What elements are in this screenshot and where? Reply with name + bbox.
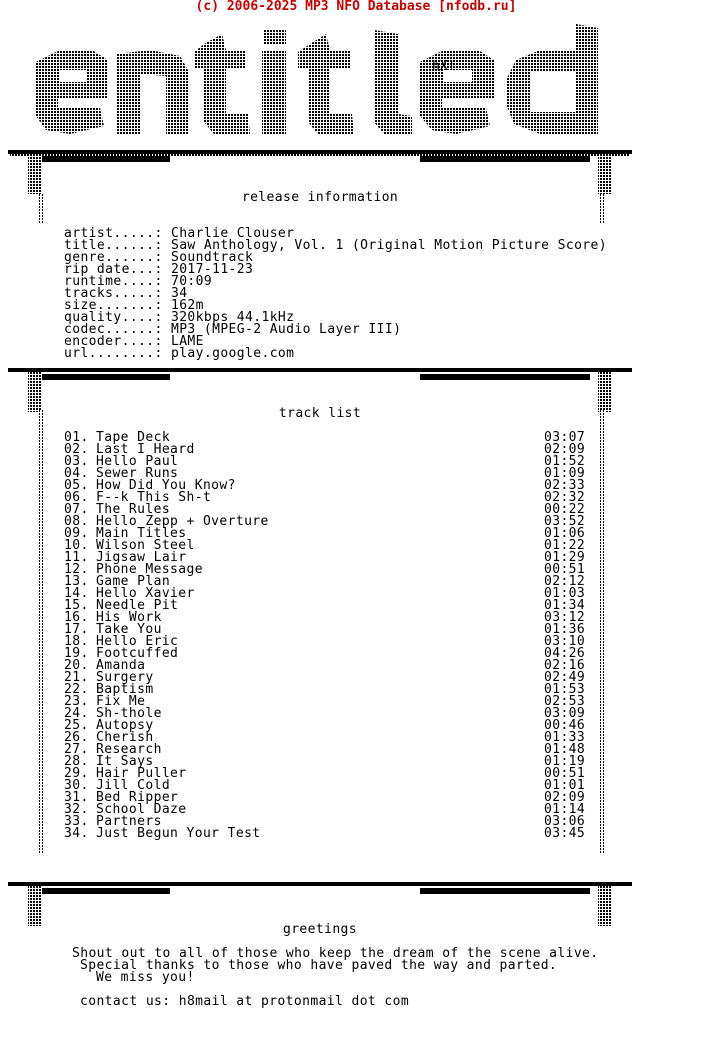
track-title: Surgery [96, 670, 154, 685]
track-duration: 03:45 [544, 826, 586, 841]
track-title: F--k This Sh-t [96, 490, 212, 505]
track-number: 23. [64, 694, 89, 709]
contact-line: contact us: h8mail at protonmail dot com [80, 994, 410, 1009]
release-field-value: 70:09 [170, 274, 213, 289]
track-number: 16. [64, 610, 89, 625]
release-field-label: url........: [64, 346, 163, 361]
track-number: 10. [64, 538, 89, 553]
track-title: Hello Eric [96, 634, 179, 649]
track-number: 05. [64, 478, 89, 493]
track-title: Sh-thole [96, 706, 162, 721]
track-title: Take You [96, 622, 162, 637]
entitled-logo [0, 0, 712, 150]
track-number: 11. [64, 550, 89, 565]
release-field-value: 34 [170, 286, 188, 301]
track-title: Needle Pit [96, 598, 179, 613]
track-number: 29. [64, 766, 89, 781]
track-duration: 00:22 [544, 502, 586, 517]
greetings-line-2: Special thanks to those who have paved the way and parted. [80, 958, 558, 973]
track-title: Phone Message [96, 562, 203, 577]
track-number: 15. [64, 598, 89, 613]
track-number: 32. [64, 802, 89, 817]
track-title: Jill Cold [96, 778, 171, 793]
release-field-row [64, 348, 607, 360]
track-title: Main Titles [96, 526, 187, 541]
logo-tag: hX! [432, 59, 456, 74]
track-number: 13. [64, 574, 89, 589]
track-duration: 01:09 [544, 466, 586, 481]
track-duration: 02:33 [544, 478, 586, 493]
track-duration: 01:03 [544, 586, 586, 601]
track-number: 17. [64, 622, 89, 637]
track-duration: 01:34 [544, 598, 586, 613]
track-list [64, 432, 585, 840]
track-number: 22. [64, 682, 89, 697]
track-number: 30. [64, 778, 89, 793]
release-field-label: codec......: [64, 322, 163, 337]
track-duration: 03:52 [544, 514, 586, 529]
track-number: 03. [64, 454, 89, 469]
track-title: Hello Paul [96, 454, 179, 469]
track-title: The Rules [96, 502, 171, 517]
track-duration: 02:09 [544, 442, 586, 457]
track-number: 21. [64, 670, 89, 685]
track-title: Just Begun Your Test [96, 826, 261, 841]
release-field-label: tracks.....: [64, 286, 163, 301]
track-number: 18. [64, 634, 89, 649]
track-duration: 03:12 [544, 610, 586, 625]
track-duration: 01:19 [544, 754, 586, 769]
track-number: 19. [64, 646, 89, 661]
site-header-link[interactable]: (c) 2006-2025 MP3 NFO Database [nfodb.ru] [195, 0, 517, 14]
track-number: 25. [64, 718, 89, 733]
release-field-value: play.google.com [170, 346, 295, 361]
track-title: Bed Ripper [96, 790, 179, 805]
release-field-value: LAME [170, 334, 204, 349]
track-duration: 01:22 [544, 538, 586, 553]
release-field-label: genre......: [64, 250, 163, 265]
release-field-label: quality....: [64, 310, 163, 325]
track-number: 06. [64, 490, 89, 505]
track-title: Hello Zepp + Overture [96, 514, 269, 529]
release-field-value: 162m [170, 298, 204, 313]
release-info-title: release information [241, 190, 399, 205]
track-title: Game Plan [96, 574, 171, 589]
track-duration: 01:48 [544, 742, 586, 757]
track-title: Tape Deck [96, 430, 171, 445]
track-duration: 00:46 [544, 718, 586, 733]
track-duration: 01:53 [544, 682, 586, 697]
track-duration: 03:06 [544, 814, 586, 829]
greetings-line-3: We miss you! [96, 970, 195, 985]
track-title: Autopsy [96, 718, 154, 733]
track-duration: 01:52 [544, 454, 586, 469]
release-field-value: Soundtrack [170, 250, 254, 265]
logo-letters [36, 24, 598, 134]
track-number: 28. [64, 754, 89, 769]
track-title: His Work [96, 610, 162, 625]
track-number: 31. [64, 790, 89, 805]
track-number: 27. [64, 742, 89, 757]
track-title: Amanda [96, 658, 146, 673]
release-field-value: MP3 (MPEG-2 Audio Layer III) [170, 322, 402, 337]
track-title: School Daze [96, 802, 187, 817]
track-number: 12. [64, 562, 89, 577]
release-field-label: title......: [64, 238, 163, 253]
release-field-label: rip date...: [64, 262, 163, 277]
track-title: Hair Puller [96, 766, 187, 781]
track-duration: 02:12 [544, 574, 586, 589]
track-duration: 01:33 [544, 730, 586, 745]
track-number: 14. [64, 586, 89, 601]
track-number: 34. [64, 826, 89, 841]
track-title: Wilson Steel [96, 538, 195, 553]
track-number: 20. [64, 658, 89, 673]
release-field-value: Charlie Clouser [170, 226, 295, 241]
release-field-label: size.......: [64, 298, 163, 313]
track-duration: 02:49 [544, 670, 586, 685]
track-duration: 02:53 [544, 694, 586, 709]
release-field-value: Saw Anthology, Vol. 1 (Original Motion Picture Score) [170, 238, 607, 253]
track-duration: 02:32 [544, 490, 586, 505]
track-number: 09. [64, 526, 89, 541]
greetings-line-1: Shout out to all of those who keep the dream of the scene alive. [72, 946, 599, 961]
track-duration: 02:09 [544, 790, 586, 805]
track-duration: 02:16 [544, 658, 586, 673]
track-number: 24. [64, 706, 89, 721]
track-duration: 03:10 [544, 634, 586, 649]
greetings-title: greetings [282, 922, 358, 937]
track-duration: 03:09 [544, 706, 586, 721]
release-field-value: 320kbps 44.1kHz [170, 310, 295, 325]
track-duration: 01:29 [544, 550, 586, 565]
track-title: Cherish [96, 730, 154, 745]
track-duration: 03:07 [544, 430, 586, 445]
track-title: Research [96, 742, 162, 757]
track-title: Fix Me [96, 694, 146, 709]
track-title: Baptism [96, 682, 154, 697]
track-number: 04. [64, 466, 89, 481]
track-number: 26. [64, 730, 89, 745]
track-title: How Did You Know? [96, 478, 236, 493]
track-duration: 00:51 [544, 766, 586, 781]
track-list-title: track list [278, 406, 362, 421]
track-title: Last I Heard [96, 442, 195, 457]
release-field-label: encoder....: [64, 334, 163, 349]
track-title: Footcuffed [96, 646, 179, 661]
release-field-value: 2017-11-23 [170, 262, 254, 277]
track-duration: 01:01 [544, 778, 586, 793]
release-info-list [64, 228, 607, 360]
track-title: Hello Xavier [96, 586, 195, 601]
track-title: Sewer Runs [96, 466, 179, 481]
track-number: 33. [64, 814, 89, 829]
track-row [64, 828, 585, 840]
track-duration: 01:14 [544, 802, 586, 817]
track-title: It Says [96, 754, 154, 769]
track-number: 08. [64, 514, 89, 529]
track-number: 07. [64, 502, 89, 517]
track-duration: 04:26 [544, 646, 586, 661]
release-field-label: artist.....: [64, 226, 163, 241]
track-number: 02. [64, 442, 89, 457]
release-field-label: runtime....: [64, 274, 163, 289]
track-duration: 01:36 [544, 622, 586, 637]
track-title: Partners [96, 814, 162, 829]
track-duration: 00:51 [544, 562, 586, 577]
track-title: Jigsaw Lair [96, 550, 187, 565]
track-number: 01. [64, 430, 89, 445]
track-duration: 01:06 [544, 526, 586, 541]
